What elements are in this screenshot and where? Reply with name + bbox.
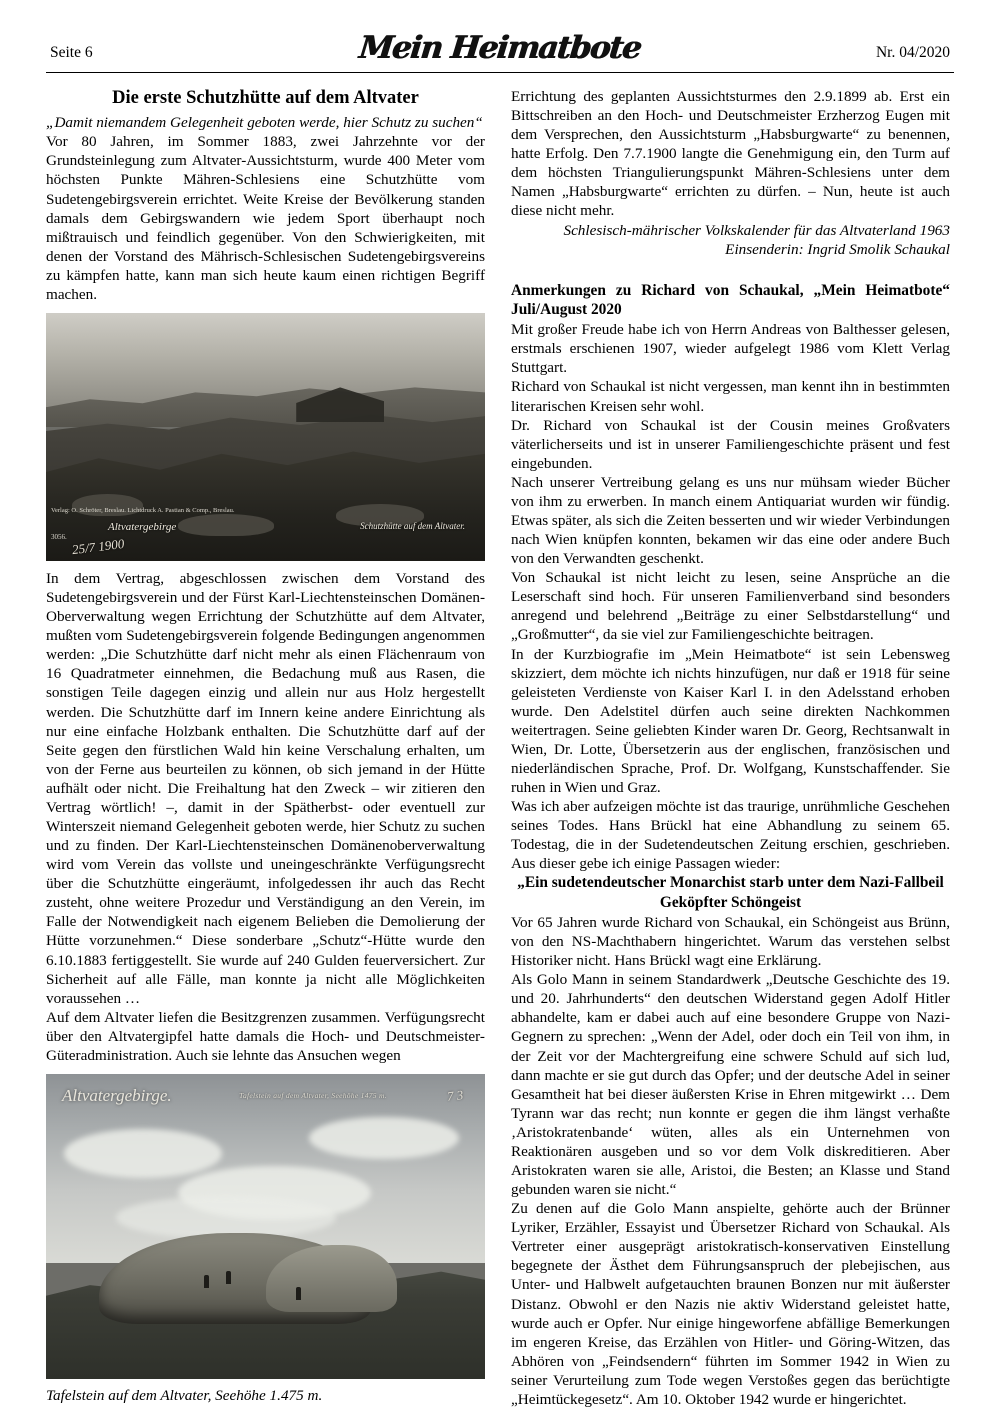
left-paragraph-1: Vor 80 Jahren, im Sommer 1883, zwei Jahrzehnte vor der Grundsteinlegung zum Altvater-Aussichtsturm, wurde 400 Meter vom höchsten Punkte Mähren-Schlesiens eine Schutzhütte vom Sudetengebirgsverein errichtet. Weite Kreise der Bevölkerung standen damals dem Gebirgswandern wie jedem Sport überhaupt noch mißtrauisch und feindlich gegenüber. Von den Schwierigkeiten, mit denen der Vorstand des Mährisch-Schlesischen Sudetengebirgsvereins zu kämpfen hatte, kann man sich heute kaum einen richtigen Begriff machen.: [46, 133, 485, 303]
source-line-1: Schlesisch-mährischer Volkskalender für das Altvaterland 1963: [563, 221, 950, 239]
left-column: [46, 87, 485, 1405]
photo-tafelstein: [46, 1074, 485, 1379]
right-paragraph-5: Nach unserer Vertreibung gelang es uns nur mühsam wieder Bücher von ihm zu erwerben. In manch einem Antiquariat wurden wir fündig. Etwas später, als sich die Zeiten besserten und wir wieder Verbindungen nach Wien knüpfen konnten, bekamen wir das eine oder andere Buch von den Verwandten geschenkt.: [511, 473, 950, 568]
figure-caption-tafelstein: Tafelstein auf dem Altvater, Seehöhe 1.475 m.: [46, 1387, 323, 1404]
photo2-cloud: [309, 1117, 458, 1160]
photo1-credit: Verlag: O. Schröter, Breslau. Lichtdruck A. Pastian & Comp., Breslau.: [51, 506, 235, 514]
photo1-plate-number: 3056.: [51, 532, 67, 541]
photo2-figure: [226, 1271, 231, 1284]
article-lead-italic: „Damit niemandem Gelegenheit geboten werde, hier Schutz zu suchen“: [46, 114, 483, 132]
photo2-signature: 7 3: [445, 1087, 464, 1104]
issue-number-text: Nr. 04/2020: [875, 44, 950, 61]
issue-number: [876, 44, 950, 62]
photo2-figure: [296, 1287, 301, 1300]
source-line-2: Einsenderin: Ingrid Smolik Schaukal: [725, 240, 950, 258]
photo2-cloud: [64, 1129, 222, 1178]
right-paragraph-9: Vor 65 Jahren wurde Richard von Schaukal, ein Schöngeist aus Brünn, von den NS-Machthabern hingerichtet. Warum das verstehen selbst Historiker nicht. Hans Brückl wagt eine Erklärung.: [511, 913, 950, 970]
photo2-inscription: Tafelstein auf dem Altvater, Seehöhe 1475 m.: [239, 1091, 387, 1100]
right-paragraph-11: Zu denen auf die Golo Mann anspielte, gehörte auch der Brünner Lyriker, Erzähler, Essayist und Übersetzer Richard von Schaukal. Als Vertreter einer ausgeprägt aristokratisch-konservativen Einstellung begegnete der Ästhet dem Führungsanspruch der plebejischen, aus Unter- und Halbwelt aufgetauchten braunen Bonzen nur mit äußerster Distanz. Obwohl er den Nazis nie aktiv Widerstand geleistet hatte, wurde auch er Opfer. Nur einige hingeworfene abfällige Bemerkungen im engeren Kreise, das Erzählen von Hitler- und Göring-Witzen, das Abhören von „Feindsendern“ führten im Sommer 1942 in Wien zu seiner Verurteilung zum Tode wegen Verstoßes gegen das berüchtigte „Heimtückegesetz“. Am 10. Oktober 1942 wurde er hingerichtet.: [511, 1200, 950, 1408]
right-column: [511, 87, 950, 1409]
photo1-rock: [178, 514, 275, 536]
quote-heading: „Ein sudetendeutscher Monarchist starb unter dem Nazi-Fallbeil Geköpfter Schöngeist: [517, 874, 944, 911]
page-number: Seite 6: [50, 44, 93, 61]
left-paragraph-2: In dem Vertrag, abgeschlossen zwischen dem Vorstand des Sudetengebirgsverein und der Fürst Karl-Liechtensteinschen Domänen-Oberverwaltung wegen Errichtung der Schutzhütte auf dem Altvater, mußten vom Sudetengebirgsverein folgende Bedingungen angenommen werden: „Die Schutzhütte darf nicht mehr als einen Flächenraum von 16 Quadratmeter einnehmen, die Bedachung muß aus Rasen, die sonstigen Teile dagegen einzig und allein nur aus Holz hergestellt werden. Die Schutzhütte darf im Innern keine andere Einrichtung als nur eine einfache Holzbank enthalten. Die Schutzhütte darf auf der Seite gegen den fürstlichen Wald hin keine Verschalung erhalten, um von der Ferne aus beurteilen zu können, ob sich jemand in der Hütte aufhält oder nicht. Die Freihaltung hat den Zweck – wir zitieren den Vertrag wörtlich! –, damit in der Spätherbst- oder eventuell zur Winterszeit niemand Gelegenheit geboten werde, hier Schutz zu suchen und zu finden. Der Karl-Liechtensteinschen Domänenoberverwaltung wird vom Verein das vollste und uneingeschränkte Verfügungsrecht über die Schutzhütte eingeräumt, infolgedessen ihr auch das Recht zusteht, ohne weitere Prozedur und Verständigung an den Verein, im Falle der Notwendigkeit nach eigenem Belieben die Demolierung der Hütte vorzunehmen.“ Diese sonderbare „Schutz“-Hütte wurde den 6.10.1883 fertiggestellt. Sie wurde auf 240 Gulden feuerversichert. Zur Sicherheit auf alle Fälle, man konnte ja nicht alle Möglichkeiten voraussehen …: [46, 569, 485, 1007]
right-paragraph-10: Als Golo Mann in seinem Standardwerk „Deutsche Geschichte des 19. und 20. Jahrhunderts“ den deutschen Widerstand gegen Adolf Hitler abhandelte, kam er dabei auch auf eine besondere Gruppe von Nazi-Gegnern zu sprechen: „Wenn der Adel, oder doch ein Teil von ihm, in der Zeit vor der Machtergreifung eine schwere Schuld auf sich lud, dann machte er sie gut durch das Opfer; und der deutsche Adel in seiner Gesamtheit hat bei dieser äußersten Krise in Ehren mitgewirkt … Dem Tyrann war das recht; nun konnte er gegen die ihm längst verhaßte ‚Aristokratenbande‘ wüten, alles als ein Unternehmen von Reaktionären ausgeben und so vor dem Volk diskreditieren. Aber Aristokraten waren sie alle, Aristoi, die Besten; an Klasse und Stand gebunden waren sie nicht.“: [511, 971, 950, 1199]
right-paragraph-1: Errichtung des geplanten Aussichtsturmes den 2.9.1899 ab. Erst ein Bittschreiben an den Hoch- und Deutschmeister Erzherzog Eugen mit dem Versprechen, den Aussichtsturm „Habsburgwarte“ zu benennen, hatte Erfolg. Den 7.7.1900 langte die Genehmigung ein, den Turm auf dem höchsten Triangulierungspunkt Mähren-Schlesiens unter dem Namen „Habsburgwarte“ errichten zu dürfen. – Nun, heute ist auch diese nicht mehr.: [511, 88, 950, 220]
photo1-date-stamp: 25/7 1900: [71, 535, 126, 558]
photo1-caption-left: Altvatergebirge: [108, 520, 177, 533]
publication-logo: Mein Heimatbote: [357, 30, 643, 66]
photo2-title: Altvatergebirge.: [62, 1086, 172, 1105]
section-spacer: [511, 259, 950, 281]
right-paragraph-6: Von Schaukal ist nicht leicht zu lesen, seine Ansprüche an die Leserschaft sind hoch. Für unseren Familienverband sind besonders anregend und belehrend „Beiträge zu einer Selbstdarstellung“ und „Großmutter“, da sie viel zur Familiengeschichte beitragen.: [511, 569, 950, 644]
photo-schutzhuette: [46, 313, 485, 561]
photo2-figure: [204, 1275, 209, 1288]
page-masthead: [46, 28, 954, 73]
right-paragraph-2: Mit großer Freude habe ich von Herrn Andreas von Balthesser gelesen, erstmals erschienen 1907, wieder aufgelegt 1986 vom Klett Verlag Stuttgart.: [511, 321, 950, 377]
right-paragraph-3: Richard von Schaukal ist nicht vergessen, man kennt ihn in bestimmten literarischen Kreisen sehr wohl.: [511, 378, 950, 415]
right-paragraph-7: In der Kurzbiografie im „Mein Heimatbote“ ist sein Lebensweg skizziert, dem möchte ich nichts hinzufügen, nur daß er 1918 für seine geleisteten Verdienste von Kaiser Karl I. in den Adelsstand erhoben wurde. Den Adelstitel dürfen auch seine direkten Nachkommen weitertragen. Seine geliebten Kinder waren Dr. Georg, Rechtsanwalt in Wien, Dr. Lotte, Übersetzerin aus der englischen, französischen und niederländischen Sprache, Prof. Dr. Wolfgang, Kunstschaffender. Sie ruhen in Wien und Graz.: [511, 645, 950, 797]
left-paragraph-3: Auf dem Altvater liefen die Besitzgrenzen zusammen. Verfügungsrecht über den Altvatergipfel hatte damals die Hoch- und Deutschmeister-Güteradministration. Auch sie lehnte das Ansuchen wegen: [46, 1008, 485, 1064]
right-paragraph-8: Was ich aber aufzeigen möchte ist das traurige, unrühmliche Geschehen seines Todes. Hans Brückl hat eine Abhandlung zu seinem 65. Todestag, die in der Sudetendeutschen Zeitung erschien, geschrieben. Aus dieser gebe ich einige Passagen wieder:: [511, 798, 950, 873]
section-heading: Anmerkungen zu Richard von Schaukal, „Mein Heimatbote“ Juli/August 2020: [511, 281, 950, 318]
right-paragraph-4: Dr. Richard von Schaukal ist der Cousin meines Großvaters väterlicherseits und ist in unserer Familiengeschichte präsent und fest eingebunden.: [511, 416, 950, 472]
article-columns: [46, 87, 954, 1409]
photo1-caption-right: Schutzhütte auf dem Altvater.: [360, 520, 465, 531]
article-title: Die erste Schutzhütte auf dem Altvater: [112, 88, 419, 108]
